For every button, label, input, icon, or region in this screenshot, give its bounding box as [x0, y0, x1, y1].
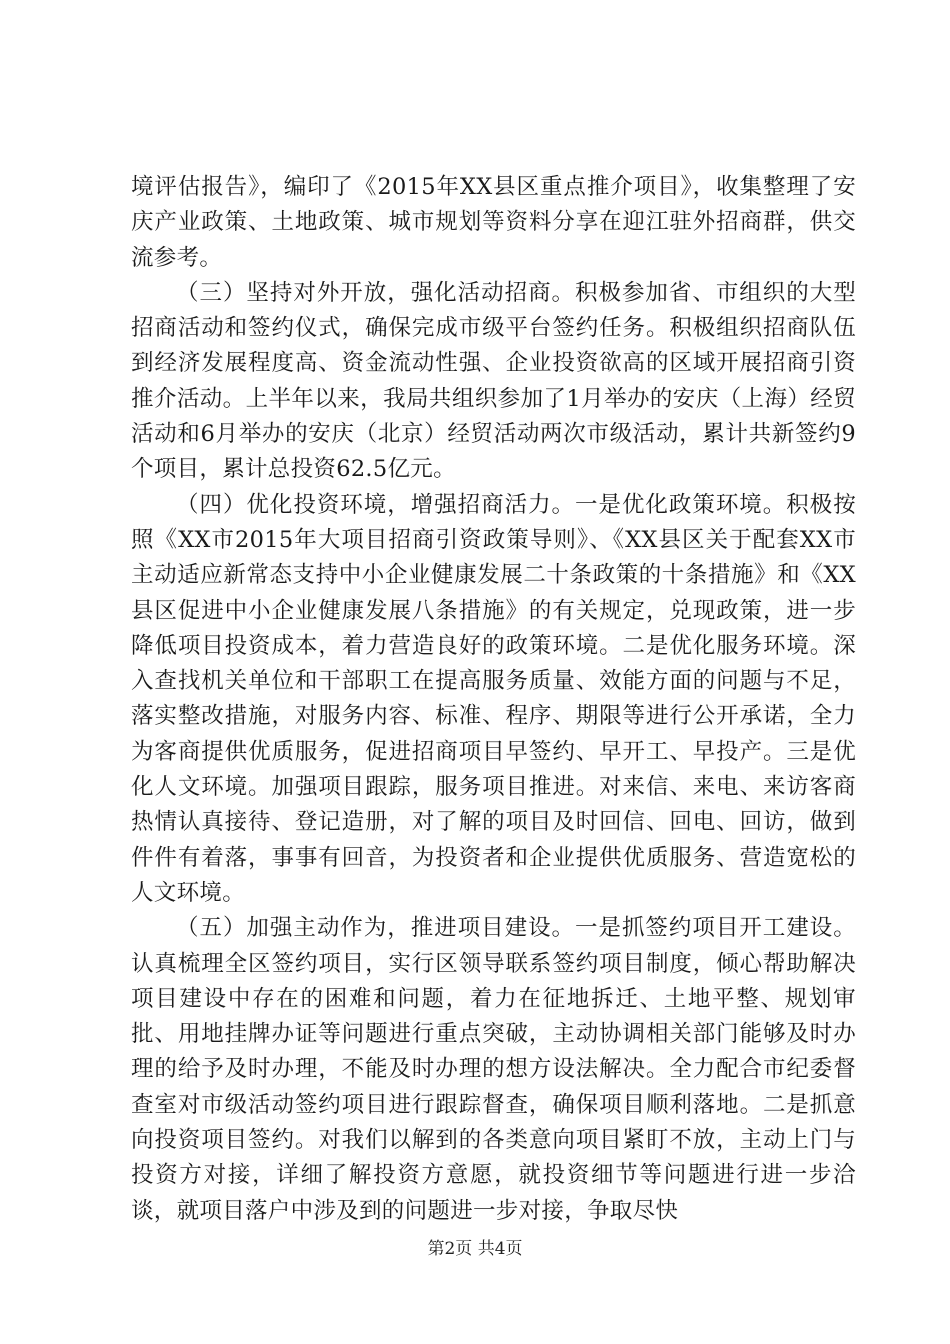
document-body: [131, 170, 856, 1229]
paragraph-3: （四）优化投资环境，增强招商活力。一是优化政策环境。积极按照《XX市2015年大项目招商引资政策导则》、《XX县区关于配套XX市主动适应新常态支持中小企业健康发展二十条政策的十条措施》和《XX县区促进中小企业健康发展八条措施》的有关规定，兑现政策，进一步降低项目投资成本，着力营造良好的政策环境。二是优化服务环境。深入查找机关单位和干部职工在提高服务质量、效能方面的问题与不足，落实整改措施，对服务内容、标准、程序、期限等进行公开承诺，全力为客商提供优质服务，促进招商项目早签约、早开工、早投产。三是优化人文环境。加强项目跟踪，服务项目推进。对来信、来电、来访客商热情认真接待、登记造册，对了解的项目及时回信、回电、回访，做到件件有着落，事事有回音，为投资者和企业提供优质服务、营造宽松的人文环境。: [131, 491, 856, 906]
paragraph-4: （五）加强主动作为，推进项目建设。一是抓签约项目开工建设。认真梳理全区签约项目，实行区领导联系签约项目制度，倾心帮助解决项目建设中存在的困难和问题，着力在征地拆迁、土地平整、规划审批、用地挂牌办证等问题进行重点突破，主动协调相关部门能够及时办理的给予及时办理，不能及时办理的想方设法解决。全力配合市纪委督查室对市级活动签约项目进行跟踪督查，确保项目顺利落地。二是抓意向投资项目签约。对我们以解到的各类意向项目紧盯不放，主动上门与投资方对接，详细了解投资方意愿，就投资细节等问题进行进一步洽谈，就项目落户中涉及到的问题进一步对接，争取尽快: [131, 915, 856, 1224]
page-number-footer: 第2页 共4页: [427, 1239, 523, 1259]
paragraph-1: 境评估报告》，编印了《2015年XX县区重点推介项目》，收集整理了安庆产业政策、土地政策、城市规划等资料分享在迎江驻外招商群，供交流参考。: [131, 174, 856, 271]
paragraph-2: （三）坚持对外开放，强化活动招商。积极参加省、市组织的大型招商活动和签约仪式，确保完成市级平台签约任务。积极组织招商队伍到经济发展程度高、资金流动性强、企业投资欲高的区域开展招商引资推介活动。上半年以来，我局共组织参加了1月举办的安庆（上海）经贸活动和6月举办的安庆（北京）经贸活动两次市级活动，累计共新签约9个项目，累计总投资62.5亿元。: [131, 279, 856, 483]
